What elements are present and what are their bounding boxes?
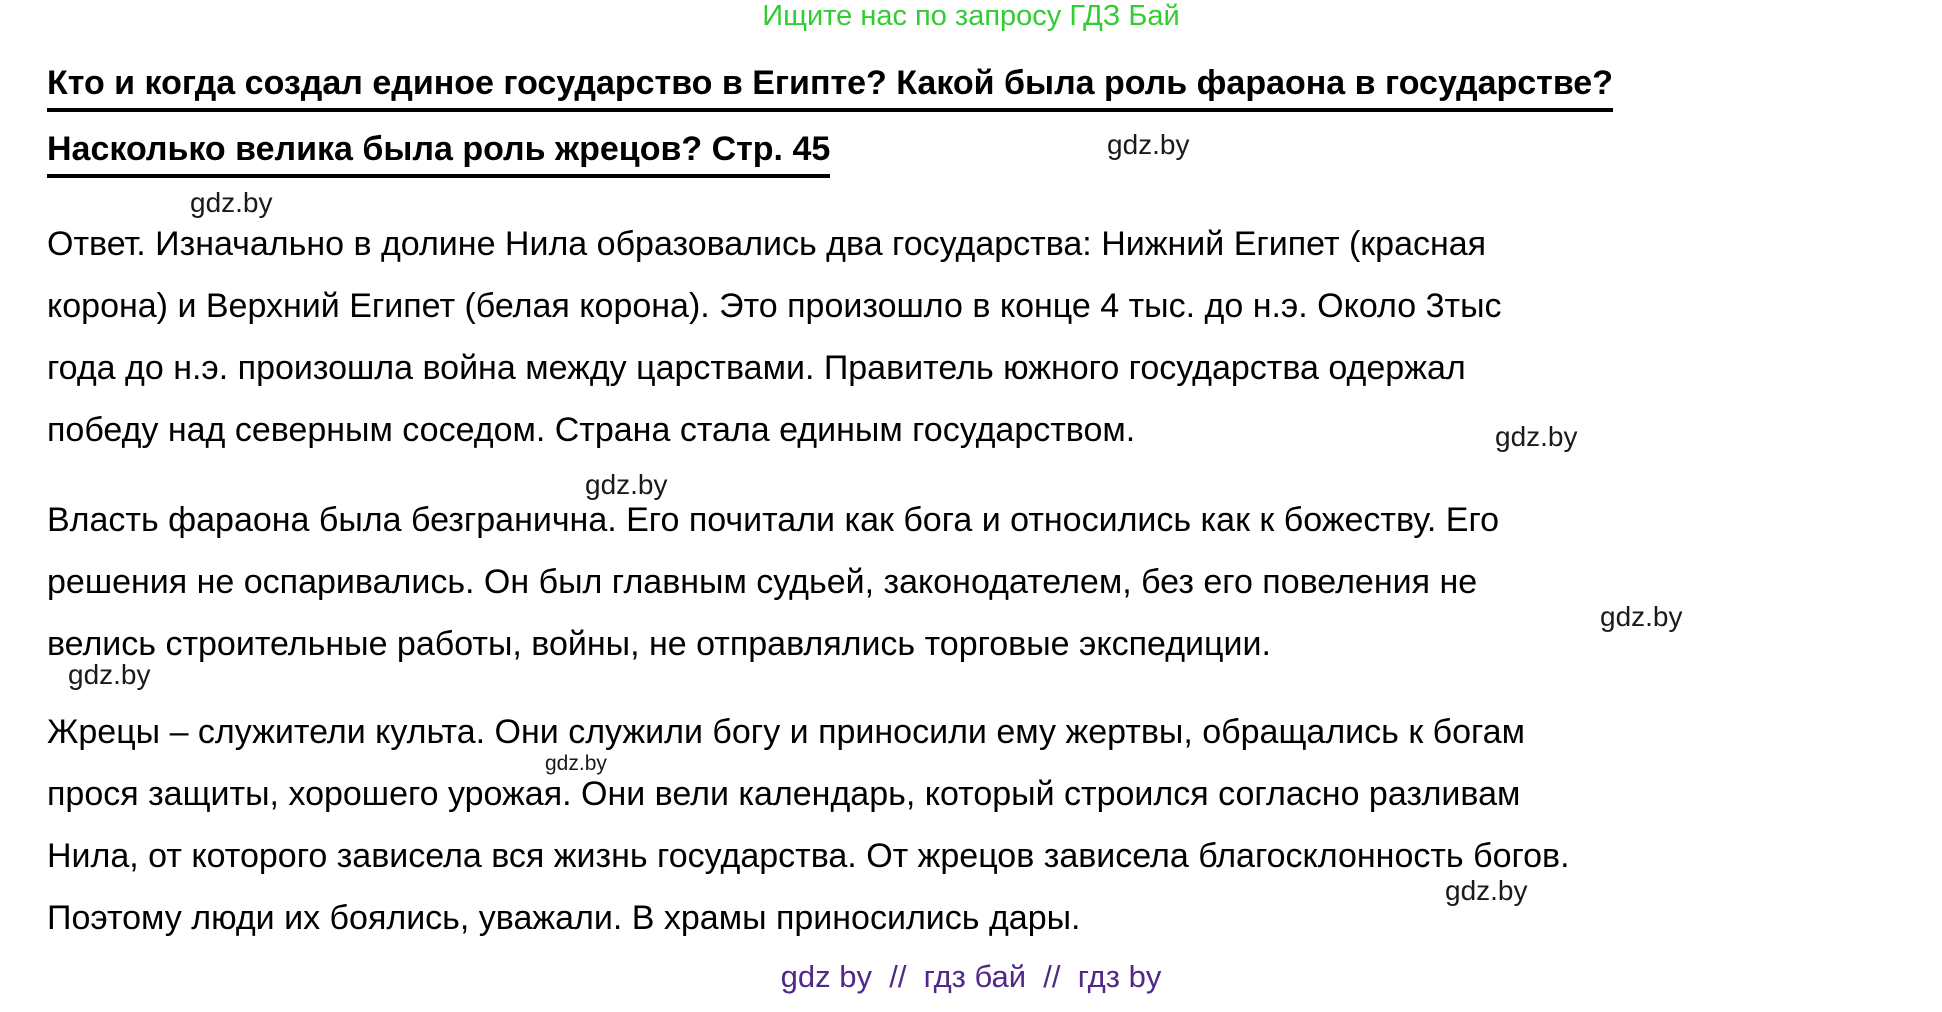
question-title-line-1: Кто и когда создал единое государство в Египте? Какой была роль фараона в государстве?: [47, 66, 1613, 112]
answer-paragraph-2-line: решения не оспаривались. Он был главным судьей, законодателем, без его повеления не: [47, 563, 1478, 601]
watermark-gdz: gdz.by: [1445, 875, 1528, 906]
watermark-gdz: gdz.by: [1495, 421, 1578, 452]
watermark-gdz: gdz.by: [585, 469, 668, 500]
watermark-gdz: gdz.by: [68, 659, 151, 690]
footer-brand-line: gdz by // гдз бай // гдз by: [780, 959, 1162, 994]
answer-paragraph-3-line: Поэтому люди их боялись, уважали. В храмы приносились дары.: [47, 899, 1081, 937]
watermark-gdz: gdz.by: [1107, 129, 1190, 160]
answer-paragraph-1-line: Ответ. Изначально в долине Нила образовались два государства: Нижний Египет (красная: [47, 225, 1487, 263]
answer-paragraph-1-line: победу над северным соседом. Страна стала единым государством.: [47, 411, 1136, 449]
watermark-gdz-small: gdz.by: [545, 752, 607, 775]
watermark-gdz: gdz.by: [1600, 601, 1683, 632]
question-title-line-2: Насколько велика была роль жрецов? Стр. 45: [47, 132, 830, 178]
answer-paragraph-1-line: корона) и Верхний Египет (белая корона). Это произошло в конце 4 тыс. до н.э. Около 3тыс: [47, 287, 1502, 325]
watermark-gdz: gdz.by: [190, 187, 273, 218]
answer-paragraph-3-line: прося защиты, хорошего урожая. Они вели календарь, который строился согласно разливам: [47, 775, 1521, 813]
answer-paragraph-3-line: Жрецы – служители культа. Они служили богу и приносили ему жертвы, обращались к богам: [47, 713, 1525, 751]
answer-paragraph-2-line: велись строительные работы, войны, не отправлялись торговые экспедиции.: [47, 625, 1271, 663]
answer-paragraph-1-line: года до н.э. произошла война между царствами. Правитель южного государства одержал: [47, 349, 1466, 387]
answer-paragraph-3-line: Нила, от которого зависела вся жизнь государства. От жрецов зависела благосклонность богов.: [47, 837, 1570, 875]
answer-paragraph-2-line: Власть фараона была безгранична. Его почитали как бога и относились как к божеству. Его: [47, 501, 1500, 539]
promo-banner: Ищите нас по запросу ГДЗ Бай: [762, 0, 1180, 32]
